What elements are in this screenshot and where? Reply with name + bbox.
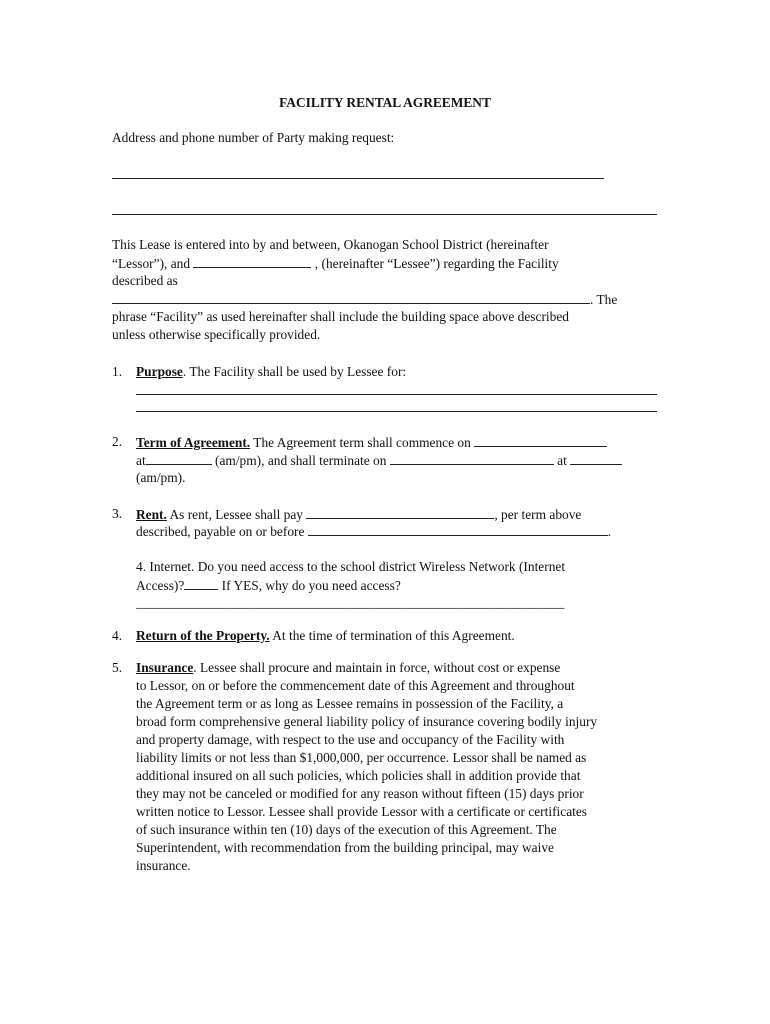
insurance-number: 5.	[112, 660, 123, 675]
insurance-text-line-4: broad form comprehensive general liability policy of insurance covering bodily injury	[136, 714, 598, 729]
term-line-2b: (am/pm), and shall terminate on	[211, 453, 387, 468]
insurance-text-line-11: Superintendent, with recommendation from the building principal, may waive	[136, 840, 554, 855]
rent-heading: Rent.	[136, 507, 167, 522]
rent-line-2b: .	[607, 524, 612, 539]
facility-description-field[interactable]	[112, 290, 590, 304]
rent-number: 3.	[112, 506, 123, 521]
internet-line-2	[136, 576, 401, 595]
return-line	[136, 627, 515, 645]
purpose-text: . The Facility shall be used by Lessee for:	[182, 364, 407, 379]
term-text-1: The Agreement term shall commence on	[250, 435, 471, 450]
term-end-date-field[interactable]	[390, 451, 554, 465]
intro-line-4	[112, 290, 617, 309]
purpose-number: 1.	[112, 364, 123, 379]
rent-line-2a: described, payable on or before	[136, 524, 305, 539]
internet-line-1: 4. Internet. Do you need access to the school district Wireless Network (Internet	[136, 559, 566, 574]
document-title: FACILITY RENTAL AGREEMENT	[279, 95, 491, 110]
intro-line-4-text: . The	[590, 292, 618, 307]
return-number: 4.	[112, 628, 123, 643]
insurance-heading: Insurance	[136, 660, 194, 675]
rent-text-1b: , per term above	[494, 507, 582, 522]
address-line-2[interactable]	[112, 214, 657, 215]
insurance-text-line-1: . Lessee shall procure and maintain in force, without cost or expense	[193, 660, 561, 675]
intro-line-6: unless otherwise specifically provided.	[112, 327, 321, 342]
purpose-line	[136, 363, 406, 381]
term-line-1	[136, 433, 607, 452]
insurance-text-line-9: written notice to Lessor. Lessee shall provide Lessor with a certificate or certificates	[136, 804, 588, 819]
term-end-time-field[interactable]	[570, 451, 622, 465]
term-line-3: (am/pm).	[136, 470, 186, 485]
purpose-line-1[interactable]	[136, 394, 657, 395]
lessee-name-field[interactable]	[193, 254, 311, 268]
rent-text-1: As rent, Lessee shall pay	[166, 507, 303, 522]
insurance-text-line-8: they may not be canceled or modified for any reason without fifteen (15) days prior	[136, 786, 584, 801]
insurance-text-line-2: to Lessor, on or before the commencement date of this Agreement and throughout	[136, 678, 575, 693]
address-line-1[interactable]	[112, 178, 604, 179]
intro-line-2	[112, 254, 559, 273]
term-start-time-field[interactable]	[146, 451, 212, 465]
term-line-2c: at	[553, 453, 567, 468]
insurance-text-line-12: insurance.	[136, 858, 191, 873]
internet-line-2a: Access)?	[136, 578, 185, 593]
intro-line-3: described as	[112, 273, 178, 288]
term-start-date-field[interactable]	[474, 433, 607, 447]
insurance-text-line-3: the Agreement term or as long as Lessee remains in possession of the Facility, a	[136, 696, 564, 711]
intro-line-2a: “Lessor”), and	[112, 256, 191, 271]
insurance-text-line-5: and property damage, with respect to the use and occupancy of the Facility with	[136, 732, 565, 747]
insurance-text-line-6: liability limits or not less than $1,000,000, per occurrence. Lessor shall be named as	[136, 750, 587, 765]
internet-yes-no-field[interactable]	[184, 576, 218, 590]
purpose-line-2[interactable]	[136, 411, 657, 412]
internet-line-2b: If YES, why do you need access?	[218, 578, 401, 593]
rent-line-2	[136, 522, 611, 541]
term-line-2	[136, 451, 622, 470]
rent-due-date-field[interactable]	[308, 522, 608, 536]
intro-line-2b: , (hereinafter “Lessee”) regarding the Facility	[314, 256, 559, 271]
rent-amount-field[interactable]	[306, 505, 494, 519]
insurance-text-line-7: additional insured on all such policies, which policies shall in addition provide that	[136, 768, 581, 783]
intro-line-5: phrase “Facility” as used hereinafter shall include the building space above described	[112, 309, 569, 324]
intro-line-1: This Lease is entered into by and between, Okanogan School District (hereinafter	[112, 237, 549, 252]
internet-reason-field[interactable]: ________________________________________________________________	[136, 595, 565, 610]
term-at-label: at	[136, 453, 146, 468]
term-heading: Term of Agreement.	[136, 435, 251, 450]
insurance-text-line-10: of such insurance within ten (10) days of the execution of this Agreement. The	[136, 822, 557, 837]
address-label: Address and phone number of Party making request:	[112, 130, 395, 145]
term-number: 2.	[112, 434, 123, 449]
purpose-heading: Purpose	[136, 364, 183, 379]
return-text: At the time of termination of this Agreement.	[269, 628, 515, 643]
return-heading: Return of the Property.	[136, 628, 270, 643]
insurance-line-1	[136, 659, 560, 677]
